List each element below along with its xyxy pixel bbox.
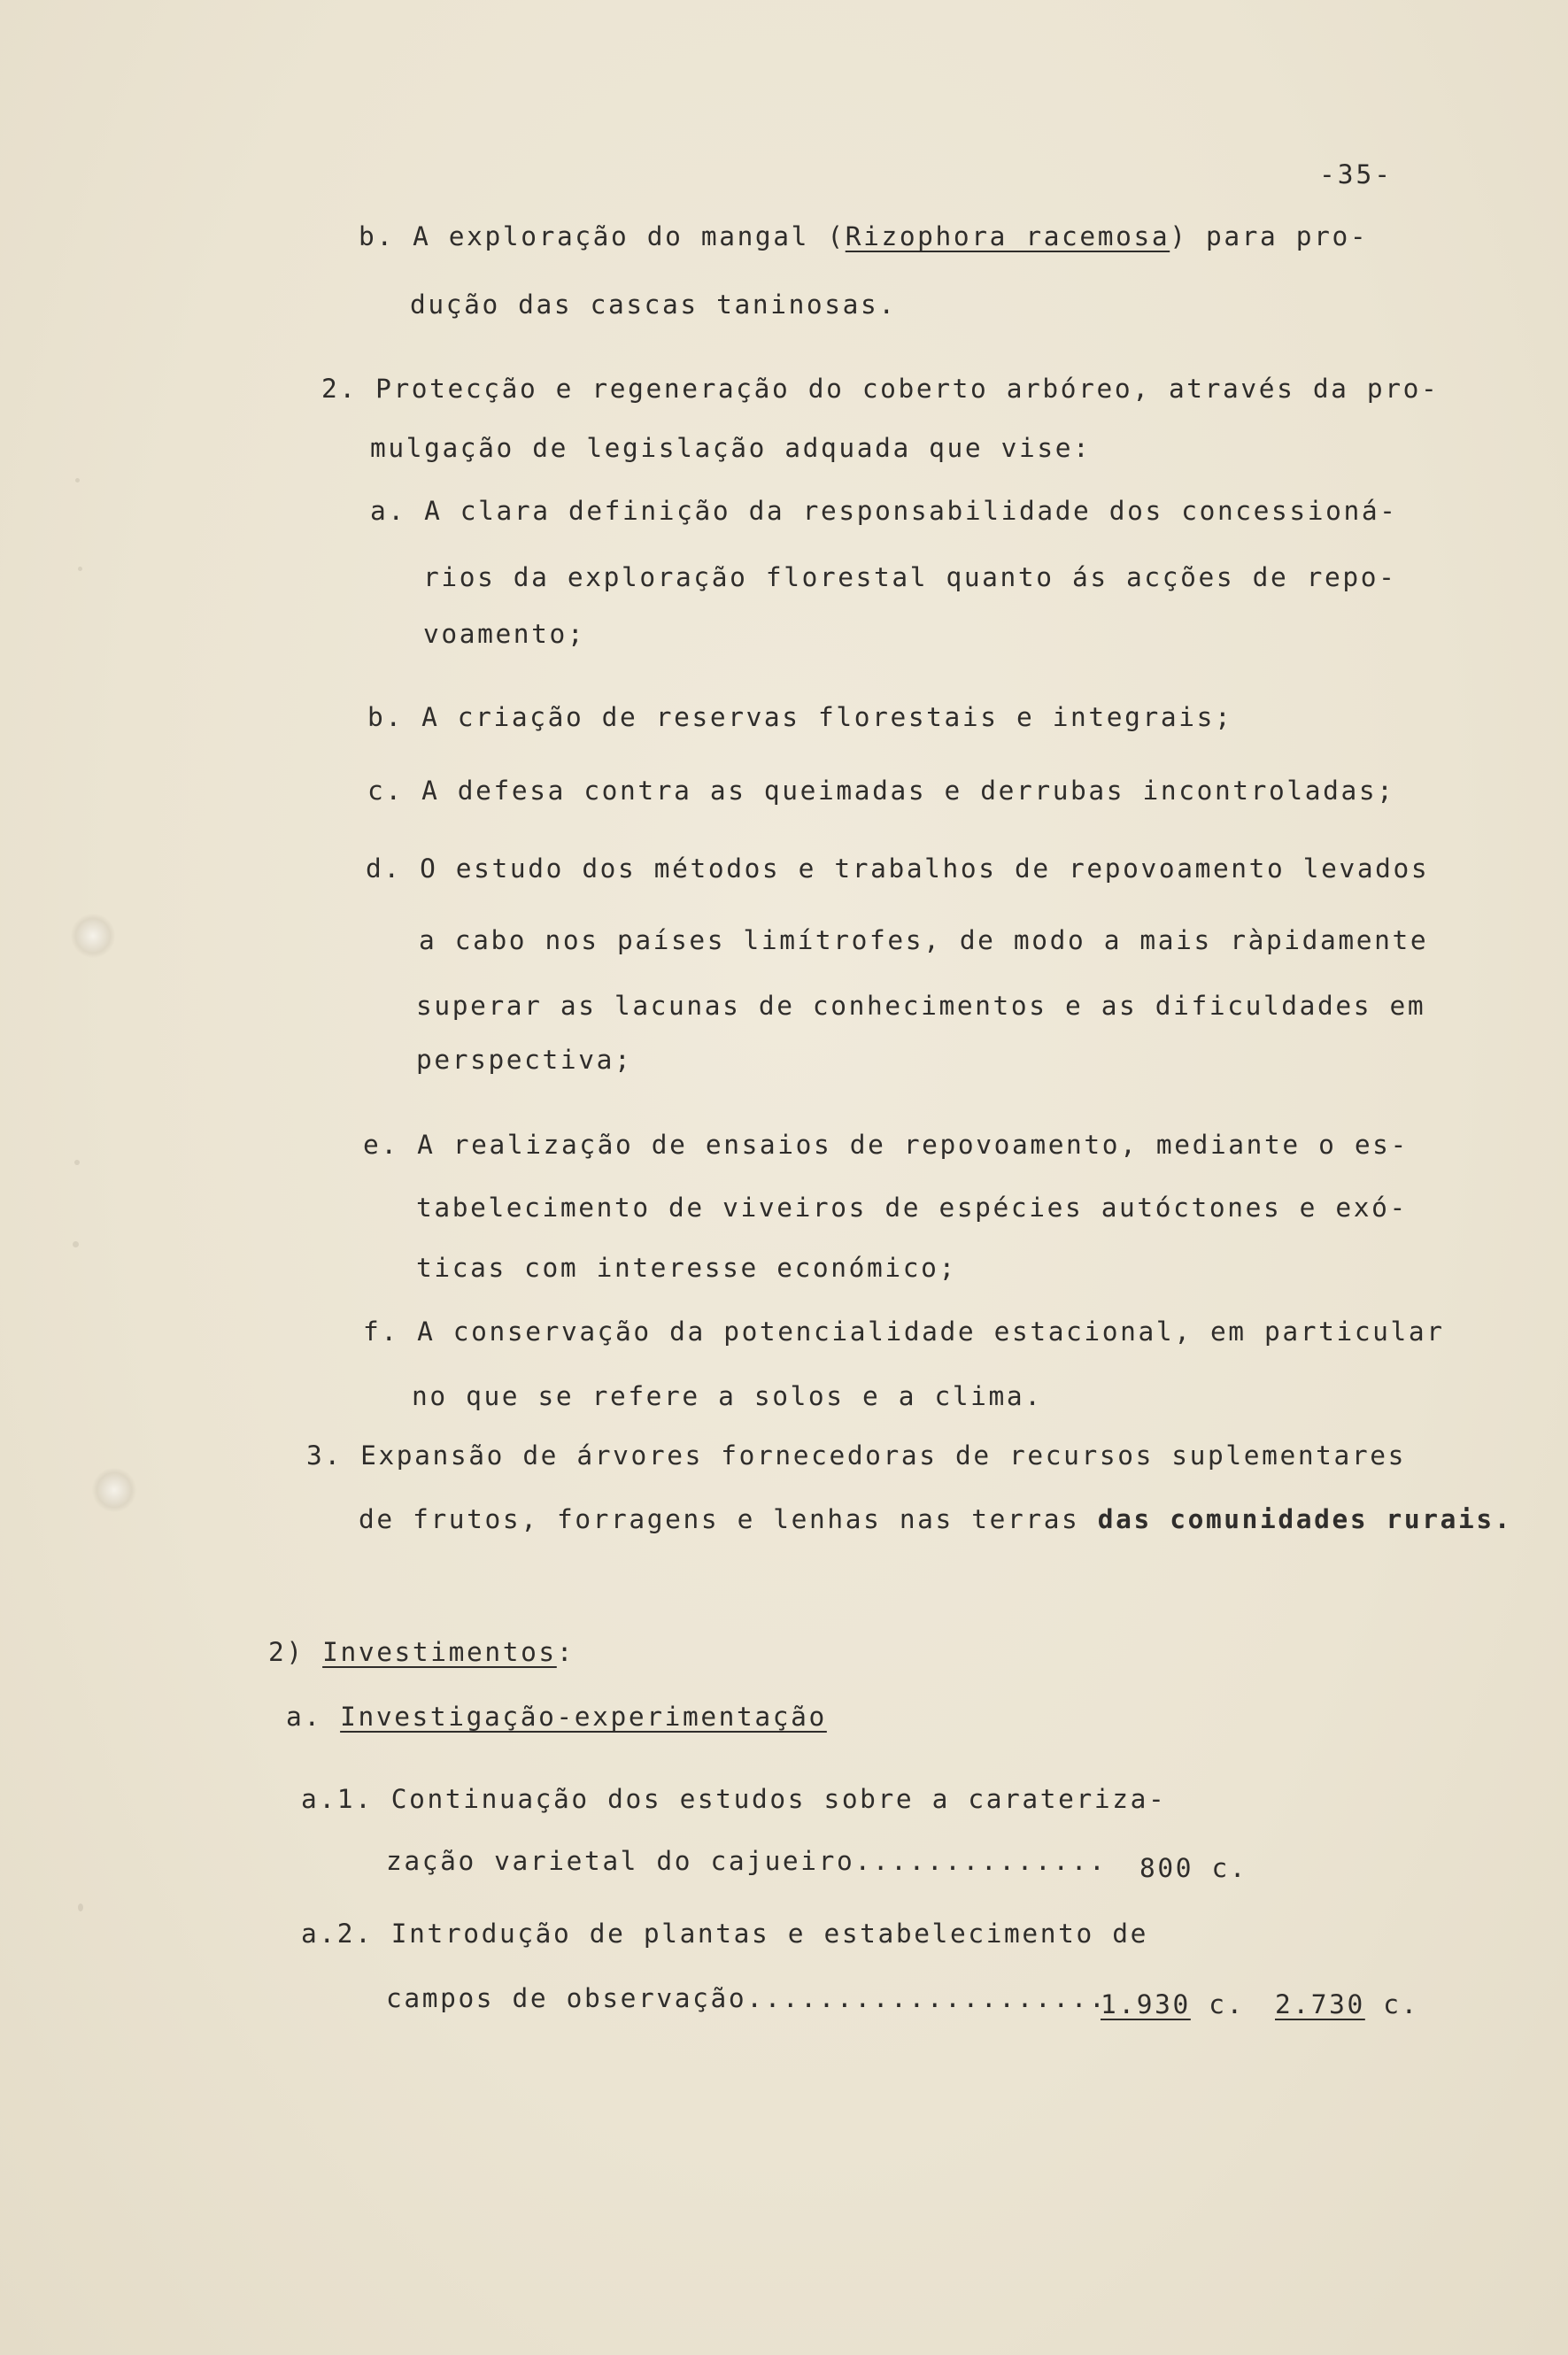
- text-line: [386, 1983, 1108, 2013]
- text-line: a.1. Continuação dos estudos sobre a carateriza-: [301, 1784, 1167, 1814]
- text-line: [359, 1504, 1513, 1534]
- paper-speck: [78, 1903, 83, 1911]
- text-line: a. A clara definição da responsabilidade dos concessioná-: [370, 496, 1398, 526]
- text-line: a cabo nos países limítrofes, de modo a mais ràpidamente: [419, 925, 1429, 955]
- section-number: 2): [268, 1637, 305, 1667]
- text-run: b. A exploração do mangal (: [359, 221, 846, 251]
- text-line: a.2. Introdução de plantas e estabelecimento de: [301, 1919, 1148, 1949]
- text-line: tabelecimento de viveiros de espécies autóctones e exó-: [416, 1193, 1408, 1223]
- amount-value: 800 c.: [1139, 1853, 1248, 1883]
- text-run: de frutos, forragens e lenhas nas terras: [359, 1504, 1098, 1534]
- text-line: [386, 1846, 1108, 1876]
- total-number: 2.730: [1275, 1989, 1365, 2019]
- paper-speck: [78, 567, 82, 571]
- amount-value: [1101, 1989, 1245, 2019]
- text-run-bold: das comunidades rurais.: [1097, 1504, 1513, 1534]
- subsection-title: Investigação-experimentação: [340, 1702, 827, 1732]
- amount-number: 1.930: [1101, 1989, 1191, 2019]
- punch-hole-mark: [71, 914, 115, 958]
- section-heading: [268, 1637, 575, 1667]
- text-line: e. A realização de ensaios de repovoamento, mediante o es-: [363, 1130, 1409, 1160]
- text-line: voamento;: [423, 619, 586, 649]
- text-line: superar as lacunas de conhecimentos e as dificuldades em: [416, 991, 1426, 1021]
- text-line: c. A defesa contra as queimadas e derrubas incontroladas;: [367, 776, 1395, 806]
- text-line: d. O estudo dos métodos e trabalhos de repovoamento levados: [366, 853, 1430, 884]
- text-line: f. A conservação da potencialidade estacional, em particular: [363, 1316, 1445, 1347]
- text-line: ticas com interesse económico;: [416, 1253, 957, 1283]
- section-title: Investimentos: [322, 1637, 557, 1667]
- species-name: Rizophora racemosa: [845, 221, 1170, 251]
- paper-speck: [74, 1160, 80, 1165]
- text-run: :: [556, 1637, 575, 1667]
- text-line: rios da exploração florestal quanto ás acções de repo-: [423, 562, 1397, 592]
- paper-speck: [75, 478, 80, 483]
- text-line: perspectiva;: [416, 1045, 633, 1075]
- text-line: no que se refere a solos e a clima.: [412, 1381, 1043, 1411]
- text-line: mulgação de legislação adquada que vise:: [370, 433, 1092, 463]
- text-line: 3. Expansão de árvores fornecedoras de recursos suplementares: [306, 1440, 1406, 1471]
- total-unit: c.: [1383, 1989, 1419, 2019]
- amount-unit: c.: [1209, 1989, 1245, 2019]
- page-number: -35-: [1319, 159, 1394, 189]
- subsection-heading: [286, 1704, 827, 1731]
- text-line: b. A criação de reservas florestais e integrais;: [367, 702, 1233, 732]
- text-line: [359, 221, 1369, 251]
- paper-speck: [73, 1241, 79, 1247]
- text-run: campos de observação....................: [386, 1983, 1108, 2013]
- total-value: [1257, 1989, 1419, 2019]
- text-run: ) para pro-: [1170, 221, 1369, 251]
- subsection-letter: a.: [286, 1702, 322, 1732]
- text-line: 2. Protecção e regeneração do coberto arbóreo, através da pro-: [321, 374, 1440, 404]
- text-line: dução das cascas taninosas.: [410, 290, 897, 320]
- text-run: zação varietal do cajueiro..............: [386, 1846, 1108, 1876]
- punch-hole-mark: [92, 1468, 136, 1512]
